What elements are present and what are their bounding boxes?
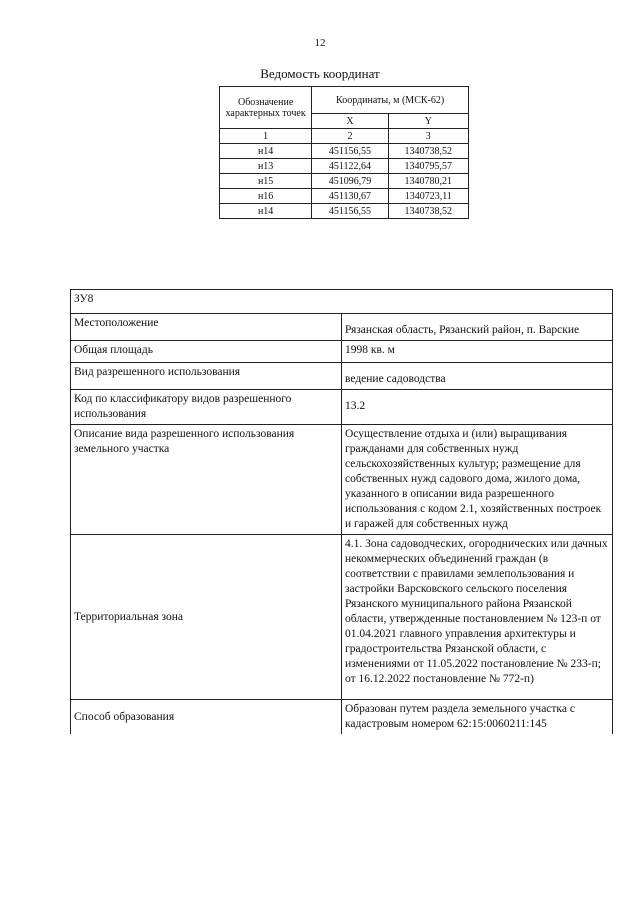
- x-cell: 451122,64: [312, 159, 388, 174]
- point-cell: н16: [220, 189, 312, 204]
- land-plot-table: [70, 289, 613, 734]
- coordinates-title: Ведомость координат: [260, 66, 380, 81]
- col-number: 3: [388, 129, 468, 144]
- zone-label: Территориальная зона: [71, 535, 342, 700]
- table-row: [220, 159, 469, 174]
- location-value: Рязанская область, Рязанский район, п. Варские: [342, 314, 613, 341]
- y-cell: 1340738,52: [388, 144, 468, 159]
- point-cell: н13: [220, 159, 312, 174]
- table-row: [220, 204, 469, 219]
- description-label: Описание вида разрешенного использования земельного участка: [71, 425, 342, 535]
- location-label: Местоположение: [71, 314, 342, 341]
- table-row: [220, 189, 469, 204]
- x-cell: 451156,55: [312, 144, 388, 159]
- code-label: Код по классификатору видов разрешенного использования: [71, 390, 342, 425]
- description-value: Осуществление отдыха и (или) выращивания гражданами для собственных нужд сельскохозяйственных культур; размещение для собственных нужд садового дома, жилого дома, указанного в описании вида разрешенного использования с кодом 2.1, хозяйственных построек и гаражей для собственных нужд: [342, 425, 613, 535]
- x-cell: 451156,55: [312, 204, 388, 219]
- area-value: 1998 кв. м: [342, 341, 613, 363]
- coordinates-table: [219, 86, 469, 219]
- y-cell: 1340723,11: [388, 189, 468, 204]
- point-cell: н15: [220, 174, 312, 189]
- formation-label: Способ образования: [71, 700, 342, 735]
- plot-id: ЗУ8: [71, 290, 613, 314]
- header-point: Обозначение характерных точек: [220, 87, 312, 129]
- code-value: 13.2: [342, 390, 613, 425]
- header-y: Y: [388, 114, 468, 129]
- header-coords: Координаты, м (МСК-62): [312, 87, 469, 114]
- table-row: [220, 144, 469, 159]
- header-x: X: [312, 114, 388, 129]
- page-number: 12: [314, 37, 326, 49]
- point-cell: н14: [220, 144, 312, 159]
- x-cell: 451096,79: [312, 174, 388, 189]
- y-cell: 1340795,57: [388, 159, 468, 174]
- use-label: Вид разрешенного использования: [71, 363, 342, 390]
- area-label: Общая площадь: [71, 341, 342, 363]
- col-number: 2: [312, 129, 388, 144]
- table-row: [220, 174, 469, 189]
- x-cell: 451130,67: [312, 189, 388, 204]
- col-number: 1: [220, 129, 312, 144]
- use-value: ведение садоводства: [342, 363, 613, 390]
- y-cell: 1340738,52: [388, 204, 468, 219]
- point-cell: н14: [220, 204, 312, 219]
- zone-value: 4.1. Зона садоводческих, огороднических или дачных некоммерческих объединений граждан (в соответствии с правилами землепользования и застройки Варсковского сельского поселения Рязанского муниципального района Рязанской области, утвержденные постановлением № 123-п от 01.04.2021 главного управления архитектуры и градостроительства Рязанской области, с изменениями от 11.05.2022 постановление № 233-п; от 16.12.2022 постановление № 772-п): [342, 535, 613, 700]
- formation-value: Образован путем раздела земельного участка с кадастровым номером 62:15:0060211:145: [342, 700, 613, 735]
- y-cell: 1340780,21: [388, 174, 468, 189]
